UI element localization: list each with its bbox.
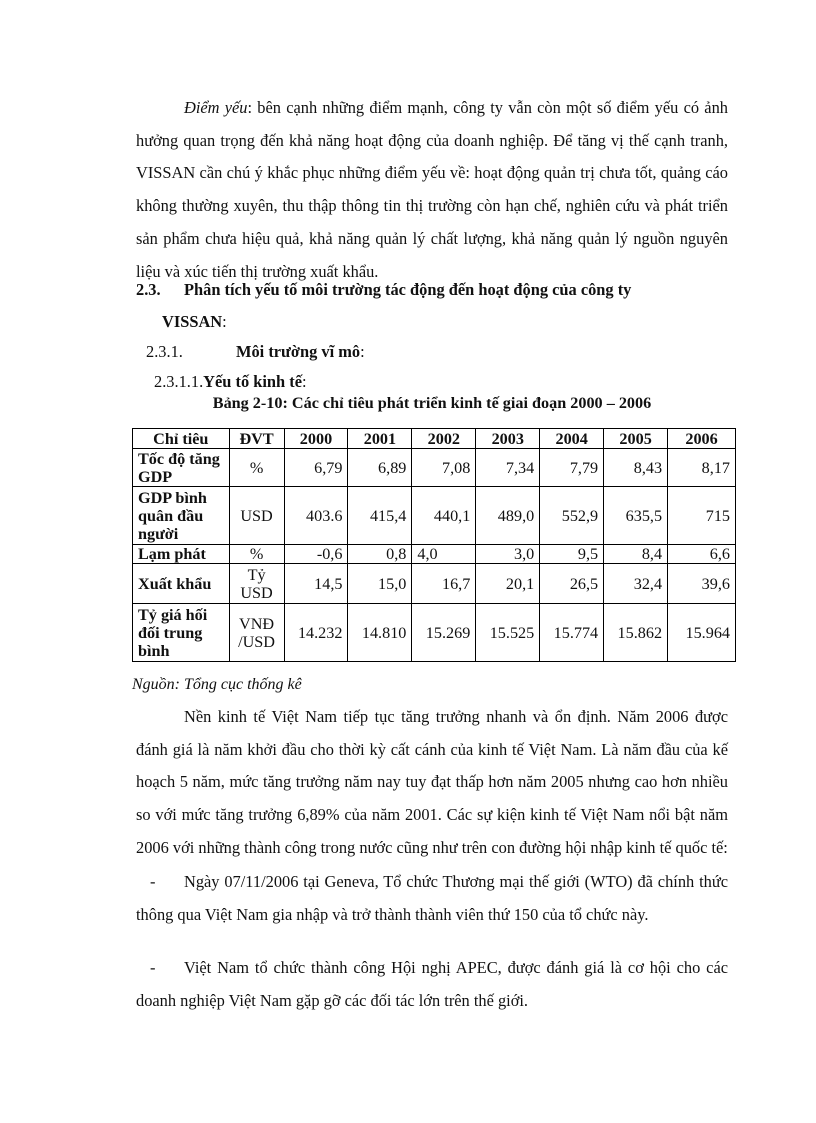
- table-cell: 8,43: [604, 449, 668, 487]
- column-header: ĐVT: [229, 429, 284, 449]
- table-header-row: [133, 429, 736, 449]
- section-2-3-heading-continued: [162, 306, 227, 338]
- row-label: GDP bình quân đầu người: [133, 487, 230, 545]
- table-cell: 403.6: [284, 487, 348, 545]
- section-2-3-1-1-number: 2.3.1.1.: [154, 372, 204, 391]
- table-cell: -0,6: [284, 545, 348, 564]
- section-2-3-number: 2.3.: [136, 280, 161, 299]
- table-cell: 14.232: [284, 604, 348, 662]
- column-header: 2002: [412, 429, 476, 449]
- table-row: [133, 604, 736, 662]
- column-header: 2004: [540, 429, 604, 449]
- row-unit: Tỷ USD: [229, 564, 284, 604]
- table-cell: 4,0: [412, 545, 476, 564]
- table-cell: 552,9: [540, 487, 604, 545]
- table-cell: 26,5: [540, 564, 604, 604]
- column-header: Chỉ tiêu: [133, 429, 230, 449]
- row-unit: VNĐ /USD: [229, 604, 284, 662]
- bullet-text: Ngày 07/11/2006 tại Geneva, Tổ chức Thương mại thế giới (WTO) đã chính thức thông qua Việt Nam gia nhập và trở thành thành viên thứ 150 của tổ chức này.: [136, 872, 728, 924]
- table-cell: 15.269: [412, 604, 476, 662]
- table-cell: 32,4: [604, 564, 668, 604]
- table-cell: 3,0: [476, 545, 540, 564]
- bullet-item: [136, 866, 728, 931]
- table-cell: 9,5: [540, 545, 604, 564]
- table-row: [133, 545, 736, 564]
- section-2-3-1-number: 2.3.1.: [146, 342, 183, 361]
- table-row: [133, 564, 736, 604]
- section-2-3-1-heading: [146, 336, 365, 368]
- table-cell: 6,89: [348, 449, 412, 487]
- section-2-3-title-line1: Phân tích yếu tố môi trường tác động đến hoạt động của công ty: [184, 280, 632, 299]
- table-cell: 14.810: [348, 604, 412, 662]
- table-cell: 7,08: [412, 449, 476, 487]
- bullet-item: [136, 952, 728, 1017]
- column-header: 2001: [348, 429, 412, 449]
- section-2-3-heading: [136, 274, 728, 306]
- section-2-3-1-1-suffix: :: [301, 372, 307, 391]
- table-source: Nguồn: Tổng cục thống kê: [132, 676, 302, 693]
- table-cell: 6,79: [284, 449, 348, 487]
- column-header: 2000: [284, 429, 348, 449]
- weakness-paragraph: [136, 92, 728, 288]
- table-cell: 15,0: [348, 564, 412, 604]
- row-label: Xuất khẩu: [133, 564, 230, 604]
- table-cell: 14,5: [284, 564, 348, 604]
- table-cell: 7,34: [476, 449, 540, 487]
- column-header: 2005: [604, 429, 668, 449]
- table-cell: 440,1: [412, 487, 476, 545]
- table-cell: 415,4: [348, 487, 412, 545]
- table-cell: 715: [668, 487, 736, 545]
- row-unit: %: [229, 545, 284, 564]
- section-2-3-suffix: :: [222, 312, 227, 331]
- table-cell: 635,5: [604, 487, 668, 545]
- economic-indicators-table: [132, 428, 736, 662]
- table-cell: 8,4: [604, 545, 668, 564]
- table-cell: 489,0: [476, 487, 540, 545]
- weakness-label: Điểm yếu: [184, 98, 248, 117]
- row-label: Tốc độ tăng GDP: [133, 449, 230, 487]
- column-header: 2003: [476, 429, 540, 449]
- table-cell: 0,8: [348, 545, 412, 564]
- section-2-3-1-1-title: Yếu tố kinh tế: [203, 372, 302, 391]
- section-2-3-title-line2: VISSAN: [162, 312, 223, 331]
- row-unit: USD: [229, 487, 284, 545]
- bullet-marker: -: [150, 872, 156, 891]
- table-cell: 15.525: [476, 604, 540, 662]
- table-cell: 8,17: [668, 449, 736, 487]
- table-cell: 20,1: [476, 564, 540, 604]
- section-2-3-1-title: Môi trường vĩ mô: [236, 342, 361, 361]
- body-paragraph: Nền kinh tế Việt Nam tiếp tục tăng trưởng nhanh và ổn định. Năm 2006 được đánh giá là năm khởi đầu cho thời kỳ cất cánh của kinh tế Việt Nam. Là năm đầu của kế hoạch 5 năm, mức tăng trưởng năm nay tuy đạt thấp hơn năm 2005 nhưng cao hơn nhiều so với mức tăng trưởng 6,89% của năm 2001. Các sự kiện kinh tế Việt Nam nổi bật năm 2006 với những thành công trong nước cũng như trên con đường hội nhập kinh tế quốc tế:: [136, 707, 728, 857]
- weakness-text: : bên cạnh những điểm mạnh, công ty vẫn còn một số điểm yếu có ảnh hưởng quan trọng đến khả năng hoạt động của doanh nghiệp. Để tăng vị thế cạnh tranh, VISSAN cần chú ý khắc phục những điểm yếu về: hoạt động quản trị chưa tốt, quảng cáo không thường xuyên, thu thập thông tin thị trường còn hạn chế, nghiên cứu và phát triển sản phẩm chưa hiệu quả, khả năng quản lý chất lượng, khả năng quản lý nguồn nguyên liệu và xúc tiến thị trường xuất khẩu.: [136, 98, 728, 281]
- bullet-text: Việt Nam tổ chức thành công Hội nghị APEC, được đánh giá là cơ hội cho các doanh nghiệp Việt Nam gặp gỡ các đối tác lớn trên thế giới.: [136, 958, 728, 1010]
- table-cell: 6,6: [668, 545, 736, 564]
- bullet-marker: -: [150, 958, 156, 977]
- section-2-3-1-suffix: :: [360, 342, 365, 361]
- table-row: [133, 449, 736, 487]
- table-caption: Bảng 2-10: Các chỉ tiêu phát triển kinh tế giai đoạn 2000 – 2006: [212, 394, 652, 412]
- table-cell: 15.964: [668, 604, 736, 662]
- row-label: Lạm phát: [133, 545, 230, 564]
- table-cell: 15.774: [540, 604, 604, 662]
- column-header: 2006: [668, 429, 736, 449]
- table-row: [133, 487, 736, 545]
- table-cell: 16,7: [412, 564, 476, 604]
- table-cell: 15.862: [604, 604, 668, 662]
- table-cell: 39,6: [668, 564, 736, 604]
- table-cell: 7,79: [540, 449, 604, 487]
- row-unit: %: [229, 449, 284, 487]
- row-label: Tỷ giá hối đối trung bình: [133, 604, 230, 662]
